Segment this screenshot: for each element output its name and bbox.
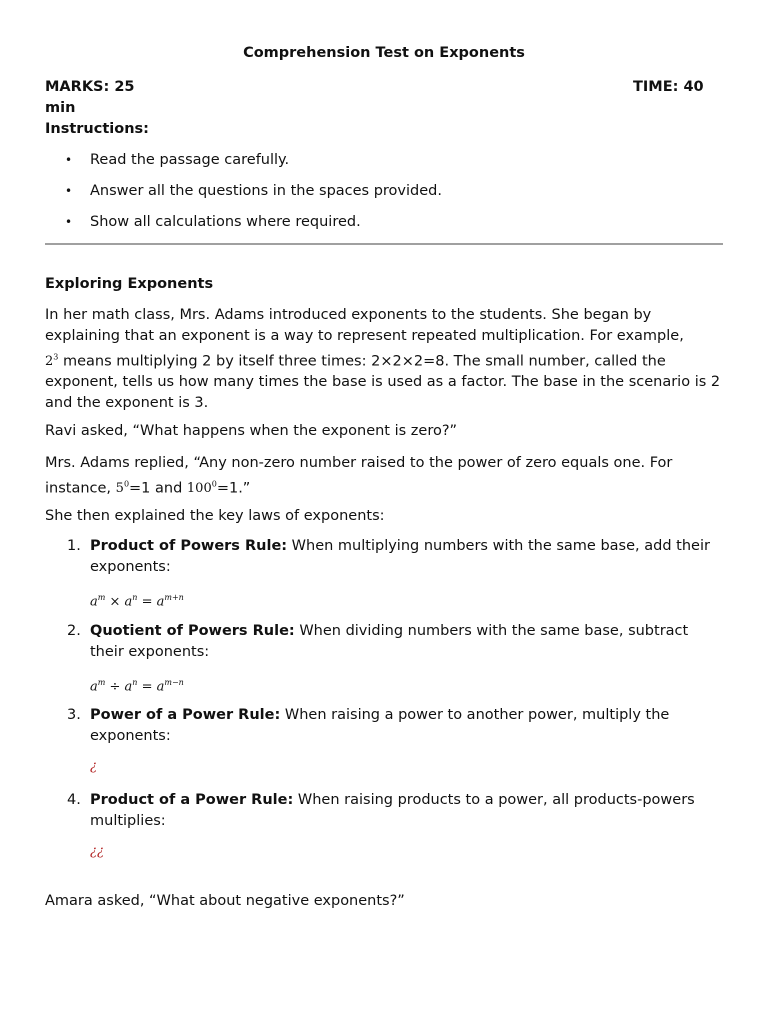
instructions-heading: Instructions:	[45, 121, 149, 137]
passage-paragraph-5: Amara asked, “What about negative exponents?”	[45, 893, 405, 909]
formula-quotient-of-powers: $a^m \div a^n = a^{m-n}$	[90, 678, 184, 695]
marks-label: MARKS: 25 min	[45, 77, 145, 119]
section-title: Exploring Exponents	[45, 276, 214, 292]
law-description: When raising products to a power, all products-powers multiplies:	[90, 792, 695, 829]
instruction-text: Show all calculations where required.	[90, 214, 361, 230]
passage-paragraph-4: She then explained the key laws of exponents:	[45, 508, 385, 524]
passage-paragraph-1: In her math class, Mrs. Adams introduced exponents to the students. She began by explaining that an exponent is a way to represent repeated multiplication. For example, $2^3$ means multiplying 2 by itself three times: 2×2×2=8. The small number, called the exponent, tells us how many times the base is used as a factor. The base in the scenario is 2 and the exponent is 3.	[45, 307, 721, 412]
bullet-icon: •	[65, 153, 73, 167]
law-name: Product of Powers Rule:	[90, 538, 288, 554]
law-name: Product of a Power Rule:	[90, 792, 294, 808]
law-number: 4.	[67, 792, 81, 808]
passage-paragraph-2: Ravi asked, “What happens when the exponent is zero?”	[45, 423, 458, 439]
instruction-item	[45, 212, 442, 243]
law-item	[45, 790, 723, 859]
law-number: 2.	[67, 623, 81, 639]
time-label: TIME: 40	[633, 79, 704, 95]
law-item	[45, 705, 723, 790]
law-name: Power of a Power Rule:	[90, 707, 281, 723]
law-number: 1.	[67, 538, 81, 554]
law-item	[45, 621, 723, 705]
formula-product-of-powers: $a^m \times a^n = a^{m+n}$	[90, 593, 184, 610]
law-description: When multiplying numbers with the same base, add their exponents:	[90, 538, 710, 575]
formula-placeholder: ¿¿	[90, 844, 104, 859]
instruction-item	[45, 181, 442, 212]
law-name: Quotient of Powers Rule:	[90, 623, 295, 639]
passage-paragraph-3: Mrs. Adams replied, “Any non-zero number raised to the power of zero equals one. For instance, $5^0=1$ and $100^0=1$.”	[45, 455, 673, 497]
bullet-icon: •	[65, 184, 73, 198]
page-title: Comprehension Test on Exponents	[243, 45, 525, 61]
math-2-cubed: $2^3$	[45, 353, 59, 370]
formula-placeholder: ¿	[90, 759, 97, 774]
law-item	[45, 536, 723, 621]
divider	[45, 243, 723, 245]
law-description: When dividing numbers with the same base, subtract their exponents:	[90, 623, 689, 660]
instruction-item	[45, 150, 442, 181]
math-100-power-0: $100^0$	[186, 480, 217, 497]
law-description: When raising a power to another power, multiply the exponents:	[90, 707, 670, 744]
instructions-list	[45, 150, 442, 243]
time-unit: min	[45, 100, 76, 116]
law-number: 3.	[67, 707, 81, 723]
instruction-text: Answer all the questions in the spaces provided.	[90, 183, 442, 199]
instruction-text: Read the passage carefully.	[90, 152, 290, 168]
bullet-icon: •	[65, 215, 73, 229]
math-5-power-0: $5^0$	[115, 480, 130, 497]
laws-list	[45, 536, 723, 859]
